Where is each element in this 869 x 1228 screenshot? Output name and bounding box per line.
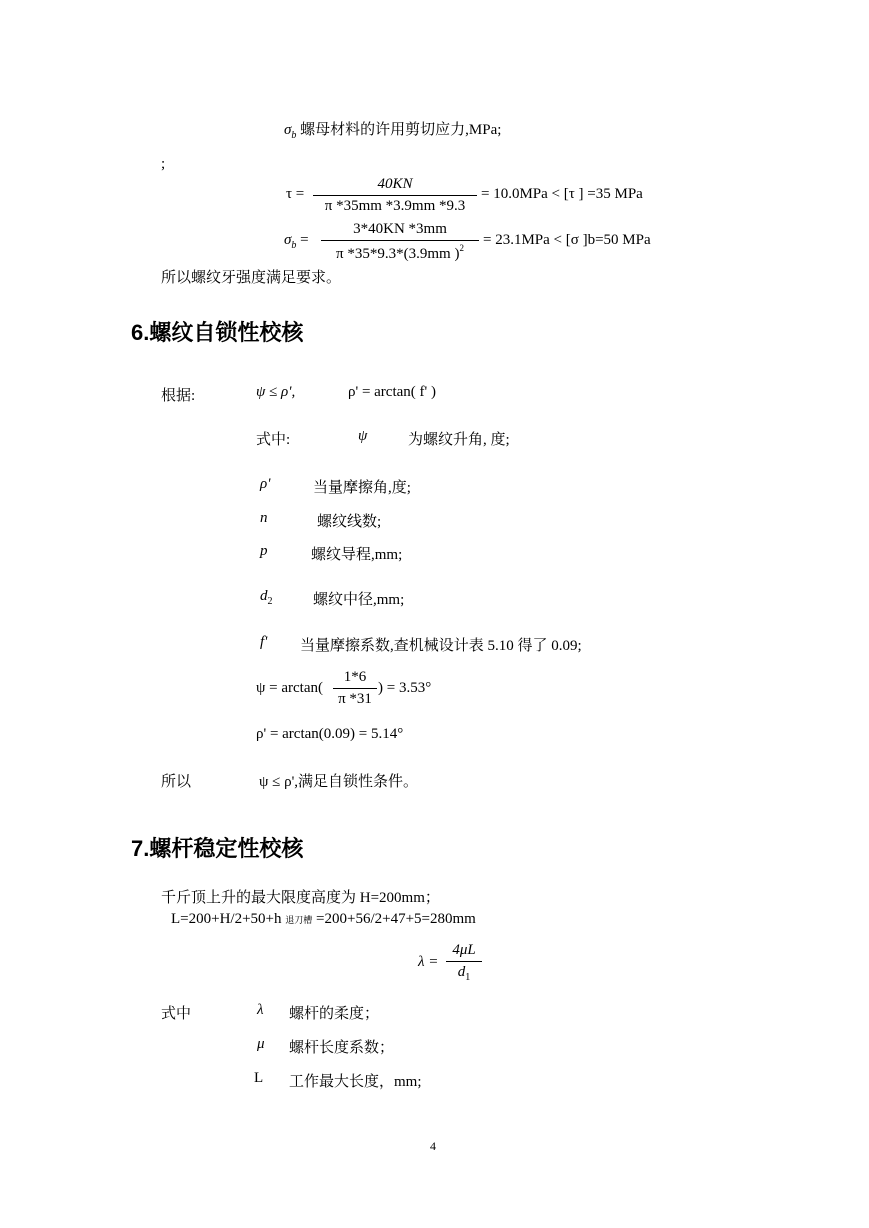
basis-formula-a: ψ ≤ ρ', [256,384,296,400]
psi-calc-fraction [333,669,377,708]
n-symbol: n [260,510,268,526]
semicolon: ; [161,156,166,172]
basis-label: 根据: [161,388,196,404]
L-symbol: L [254,1070,264,1086]
d2-symbol: $d_2$ [260,588,273,607]
rho-calc: ρ' = arctan(0.09) = 5.14° [256,726,404,742]
psi-calc-denominator: π *31 [338,691,372,707]
f-symbol: f' [260,634,268,650]
sigma-lhs: $\sigma_b$ = [284,232,309,251]
page-number: 4 [430,1139,436,1153]
p-definition: 螺纹导程,mm; [311,547,403,563]
so-label: 所以 [161,774,192,790]
psi-definition: 为螺纹升角, 度; [408,432,510,448]
where-label-6: 式中: [256,432,291,448]
lambda-symbol: λ [257,1002,264,1018]
tau-rhs: = 10.0MPa < [τ ] =35 MPa [481,186,643,202]
f-definition: 当量摩擦系数,查机械设计表 5.10 得了 0.09; [300,638,582,654]
lambda-numerator: 4μL [452,942,476,958]
section-6-heading: 6.螺纹自锁性校核 [131,320,304,345]
tau-numerator: 40KN [377,176,413,192]
d2-definition: 螺纹中径,mm; [313,592,405,608]
rho-symbol: ρ' [260,476,271,492]
mu-definition: 螺杆长度系数； [289,1040,395,1056]
L-definition: 工作最大长度，mm; [289,1074,422,1090]
so-text: ψ ≤ ρ',满足自锁性条件。 [259,774,419,790]
mu-symbol: μ [257,1036,265,1052]
tau-fraction [313,176,477,215]
sigma-denominator: π *35*9.3*(3.9mm )$^2$ [336,243,464,262]
sigma-fraction [321,221,479,263]
sigma-b-text: 螺母材料的许用剪切应力,MPa; [300,122,502,138]
where-label-7: 式中 [161,1006,192,1022]
n-definition: 螺纹线数; [317,514,382,530]
lambda-lhs: λ = [418,954,439,970]
tau-denominator: π *35mm *3.9mm *9.3 [324,198,466,214]
conclusion-5: 所以螺纹牙强度满足要求。 [161,270,342,286]
basis-formula-b: ρ' = arctan( f' ) [348,384,436,400]
psi-calc-numerator: 1*6 [343,669,367,685]
psi-calc-rhs: ) = 3.53° [378,680,432,696]
lambda-denominator: $d_1$ [457,964,471,983]
psi-calc-lhs: ψ = arctan( [256,680,323,696]
psi-symbol: ψ [358,428,368,444]
lambda-fraction [446,942,482,983]
tau-lhs: τ = [286,186,305,202]
rho-definition: 当量摩擦角,度; [313,480,411,496]
lambda-definition: 螺杆的柔度； [289,1006,380,1022]
sigma-rhs: = 23.1MPa < [σ ]b=50 MPa [483,232,651,248]
sigma-b-definition: $\sigma_b$ 螺母材料的许用剪切应力,MPa; [284,122,502,141]
sigma-numerator: 3*40KN *3mm [353,221,447,237]
height-line: 千斤顶上升的最大限度高度为 H=200mm； [161,890,440,906]
length-line: L=200+H/2+50+h 退刀槽 =200+56/2+47+5=280mm [171,911,476,927]
p-symbol: p [260,543,268,559]
sigma-symbol: σ [284,122,292,138]
section-7-heading: 7.螺杆稳定性校核 [131,836,304,861]
